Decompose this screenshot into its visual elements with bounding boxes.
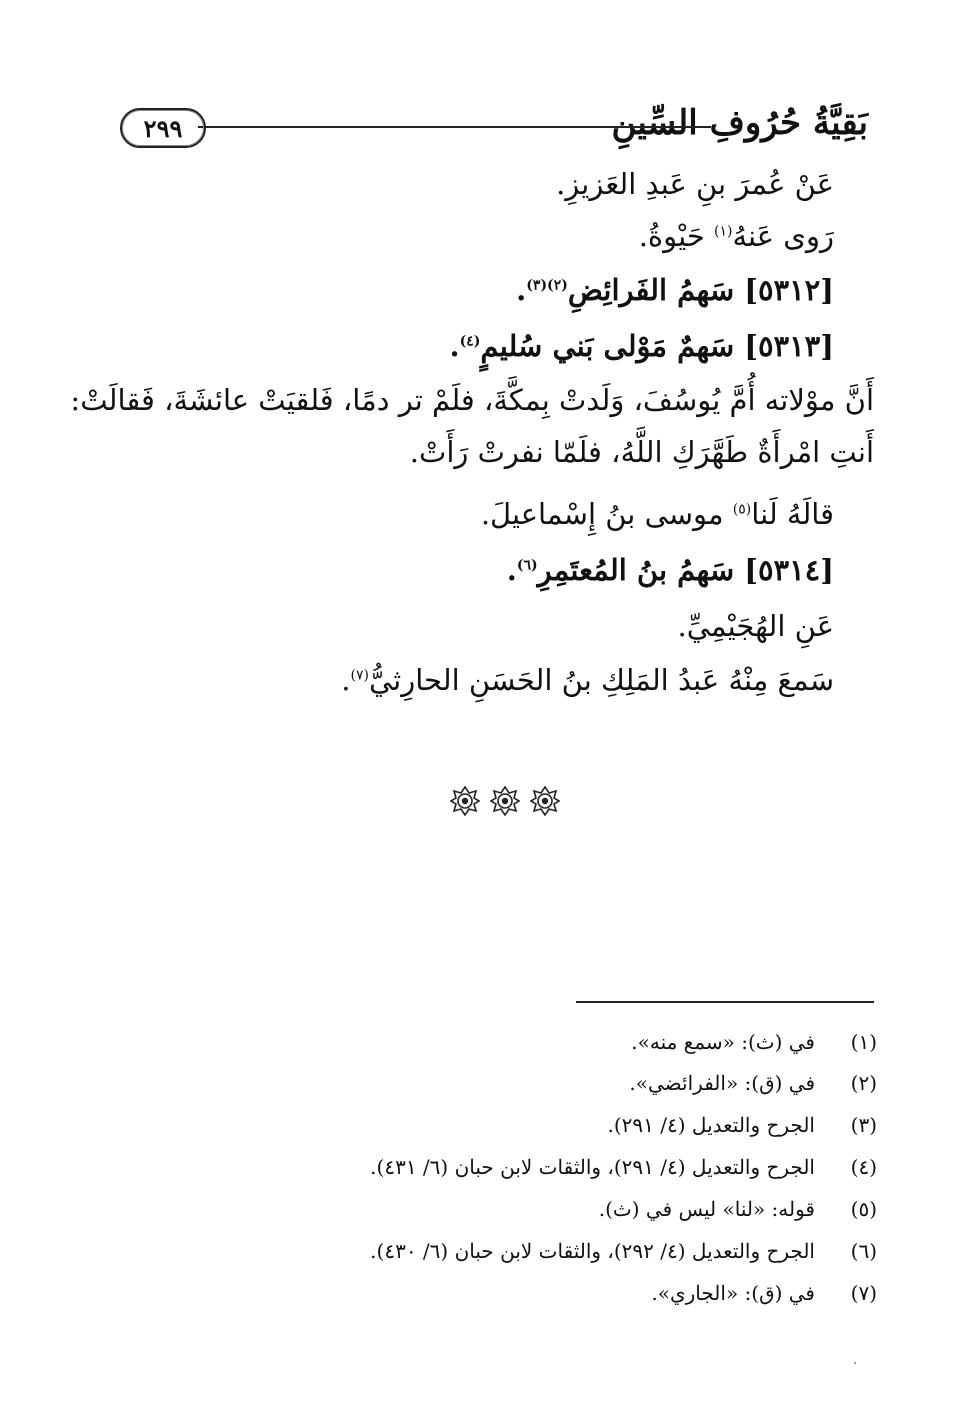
footnote-number: (٦) (850, 1239, 877, 1263)
rosette-icon (450, 786, 480, 816)
body-text: أَنَّ موْلاته أُمَّ يُوسُفَ، وَلَدتْ بِمكَّةَ، فلَمْ تر دمًا، فَلقيَتْ عائشَةَ، فَقالَتْ: (70, 383, 874, 417)
entry-heading-text: [٥٣١٣] سَهمٌ مَوْلى بَني سُليمٍ (480, 329, 834, 363)
footnote-separator (576, 1001, 874, 1003)
entry-5312-heading (516, 268, 834, 312)
print-speck (854, 1362, 856, 1364)
body-text: . (341, 663, 351, 697)
body-text: قالَهُ لَنا (751, 497, 834, 531)
footnote-item (370, 1235, 877, 1267)
footnote-ref: (٧) (350, 667, 369, 684)
body-text: . (449, 329, 460, 363)
footnote-text: في (ث): «سمع منه». (631, 1030, 815, 1054)
footnote-item (608, 1109, 878, 1141)
body-line-6 (410, 430, 874, 474)
footnote-text: الجرح والتعديل (٤/ ٢٩١). (607, 1113, 815, 1137)
body-line-10 (341, 658, 834, 702)
footnote-number: (٥) (850, 1197, 877, 1221)
body-line-9 (678, 604, 834, 648)
footnote-item (370, 1151, 877, 1183)
running-header-title: بَقِيَّةُ حُرُوفِ السِّينِ (611, 103, 868, 143)
page-number-badge (120, 108, 206, 148)
body-text: عَنْ عُمرَ بنِ عَبدِ العَزيزِ. (556, 167, 834, 201)
body-line-2 (639, 214, 834, 258)
header-rule (198, 126, 711, 128)
footnote-item (651, 1277, 877, 1309)
footnote-ref: (٤) (459, 333, 481, 350)
body-text: . (516, 273, 527, 307)
body-text: رَوى عَنهُ (732, 219, 834, 253)
footnote-ref: (٦) (516, 557, 538, 574)
entry-5313-heading (450, 324, 834, 368)
body-line-7 (481, 492, 834, 536)
body-line-1 (556, 162, 834, 206)
footnote-ref: (٢)(٣) (526, 277, 568, 294)
footnote-number: (٤) (850, 1155, 877, 1179)
body-line-5 (70, 378, 874, 422)
footnote-number: (١) (850, 1030, 877, 1054)
entry-heading-text: [٥٣١٤] سَهمُ بنُ المُعتَمِرِ (537, 553, 834, 587)
footnote-text: في (ق): «الجاري». (651, 1281, 815, 1305)
footnote-ref: (٥) (732, 501, 752, 518)
body-text: أَنتِ امْرأَةٌ طَهَّرَكِ اللَّهُ، فلَمّا نفرتْ رَأَتْ. (409, 435, 874, 469)
footnote-item (629, 1067, 877, 1099)
page-number: ٢٩٩ (143, 113, 183, 143)
footnote-item (631, 1026, 877, 1058)
rosette-icon (490, 786, 520, 816)
footnote-text: الجرح والتعديل (٤/ ٢٩١)، والثقات لابن حبان (٦/ ٤٣١). (370, 1155, 815, 1179)
footnote-text: في (ق): «الفرائضي». (629, 1071, 815, 1095)
footnote-number: (٣) (850, 1113, 877, 1137)
body-text: سَمعَ مِنْهُ عَبدُ المَلِكِ بنُ الحَسَنِ الحارِثيُّ (368, 663, 834, 697)
body-text: موسى بنُ إِسْماعيلَ. (480, 497, 733, 531)
rosette-icon (530, 786, 560, 816)
body-text: . (506, 553, 517, 587)
footnote-item (599, 1193, 877, 1225)
entry-heading-text: [٥٣١٢] سَهمُ الفَرائِضِ (567, 273, 834, 307)
footnote-number: (٧) (850, 1281, 877, 1305)
entry-5314-heading (507, 548, 834, 592)
footnote-number: (٢) (850, 1071, 877, 1095)
footnote-text: قوله: «لنا» ليس في (ث). (598, 1197, 815, 1221)
body-text: حَيْوةُ. (638, 219, 714, 253)
body-text: عَنِ الهُجَيْمِيِّ. (677, 609, 834, 643)
section-end-ornament (450, 784, 560, 818)
footnote-text: الجرح والتعديل (٤/ ٢٩٢)، والثقات لابن حبان (٦/ ٤٣٠). (370, 1239, 815, 1263)
footnote-ref: (١) (714, 223, 733, 240)
